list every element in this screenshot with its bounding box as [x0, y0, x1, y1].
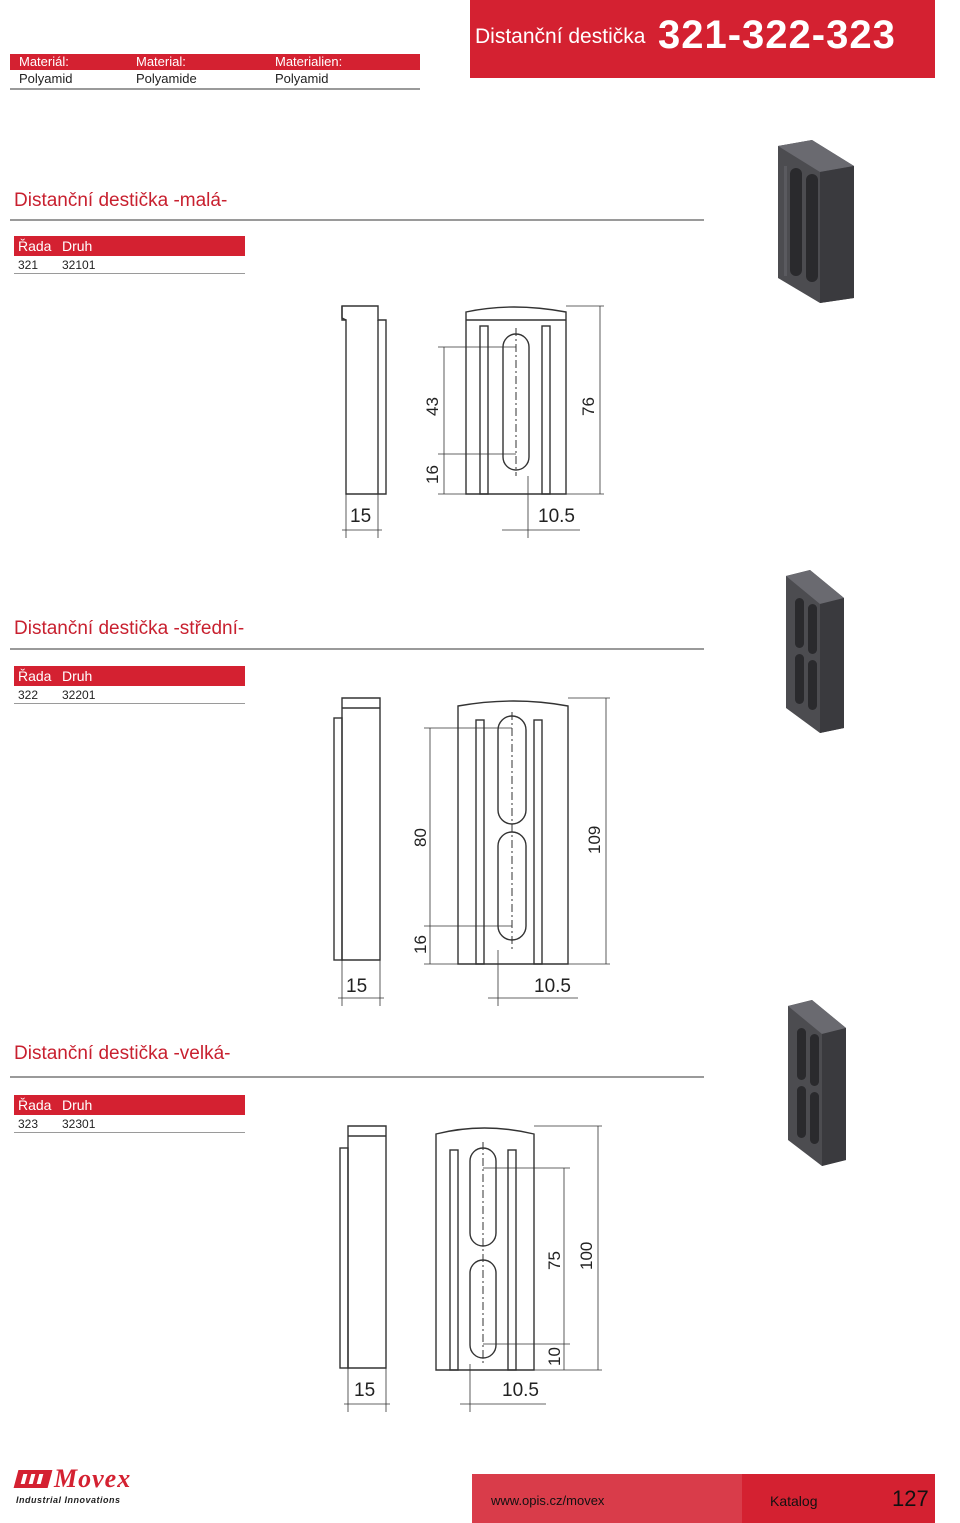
section-title-large: Distanční destička -velká-	[14, 1043, 231, 1064]
col-type-label: Druh	[62, 238, 93, 254]
logo-tagline: Industrial Innovations	[16, 1495, 121, 1505]
movex-logo	[16, 1466, 166, 1506]
col-series-label: Řada	[18, 238, 52, 254]
material-label: Material:	[136, 54, 186, 69]
series-value: 322	[18, 688, 39, 702]
dim-height: 100	[577, 1241, 596, 1270]
dim-slot: 10.5	[538, 506, 575, 527]
dim-offset: 10	[545, 1347, 564, 1366]
dim-slot: 10.5	[534, 976, 571, 997]
col-series-label: Řada	[18, 1097, 52, 1113]
product-title-box	[470, 0, 935, 78]
dim-height: 76	[579, 397, 598, 416]
dim-offset: 16	[411, 935, 430, 954]
col-type-label: Druh	[62, 1097, 93, 1113]
section-title-small: Distanční destička -malá-	[14, 190, 228, 211]
section-title-medium: Distanční destička -střední-	[14, 618, 245, 639]
type-value: 32301	[62, 1117, 96, 1131]
series-value: 321	[18, 258, 39, 272]
dim-depth: 15	[346, 976, 368, 997]
dim-depth: 15	[350, 506, 372, 527]
dim-spacing: 80	[411, 828, 430, 847]
technical-drawing-medium	[328, 692, 620, 1010]
type-value: 32101	[62, 258, 96, 272]
logo-mark-icon	[14, 1470, 53, 1488]
section-divider	[10, 648, 704, 650]
product-codes: 321-322-323	[658, 13, 896, 57]
material-value: Polyamid	[275, 71, 329, 86]
footer-catalog-label: Katalog	[770, 1493, 818, 1509]
material-cz	[19, 54, 72, 86]
table-row	[14, 1115, 245, 1133]
product-photo-medium	[780, 568, 850, 733]
table-row	[14, 256, 245, 274]
series-value: 323	[18, 1117, 39, 1131]
material-value: Polyamid	[19, 71, 73, 86]
material-de	[275, 54, 342, 86]
technical-drawing-small	[330, 298, 620, 546]
product-photo-small	[770, 138, 860, 303]
material-value: Polyamide	[136, 71, 197, 86]
dim-height: 109	[585, 825, 604, 854]
dim-offset: 16	[423, 465, 442, 484]
section-divider	[10, 1076, 704, 1078]
table-header	[14, 1095, 245, 1115]
table-header	[14, 236, 245, 256]
table-header	[14, 666, 245, 686]
materials-bottom-line	[10, 88, 420, 90]
dim-spacing: 43	[423, 397, 442, 416]
footer-url[interactable]: www.opis.cz/movex	[491, 1493, 605, 1508]
logo-text: Movex	[54, 1464, 132, 1493]
section-divider	[10, 219, 704, 221]
dim-depth: 15	[354, 1380, 376, 1401]
col-series-label: Řada	[18, 668, 52, 684]
table-row	[14, 686, 245, 704]
material-label: Materiál:	[19, 54, 69, 69]
type-value: 32201	[62, 688, 96, 702]
dim-slot: 10.5	[502, 1380, 539, 1401]
material-en	[136, 54, 197, 86]
product-name: Distanční destička	[475, 25, 646, 48]
material-label: Materialien:	[275, 54, 343, 69]
col-type-label: Druh	[62, 668, 93, 684]
page-number: 127	[892, 1486, 929, 1511]
product-photo-large	[782, 998, 852, 1166]
dim-spacing: 75	[545, 1251, 564, 1270]
technical-drawing-large	[334, 1120, 606, 1416]
